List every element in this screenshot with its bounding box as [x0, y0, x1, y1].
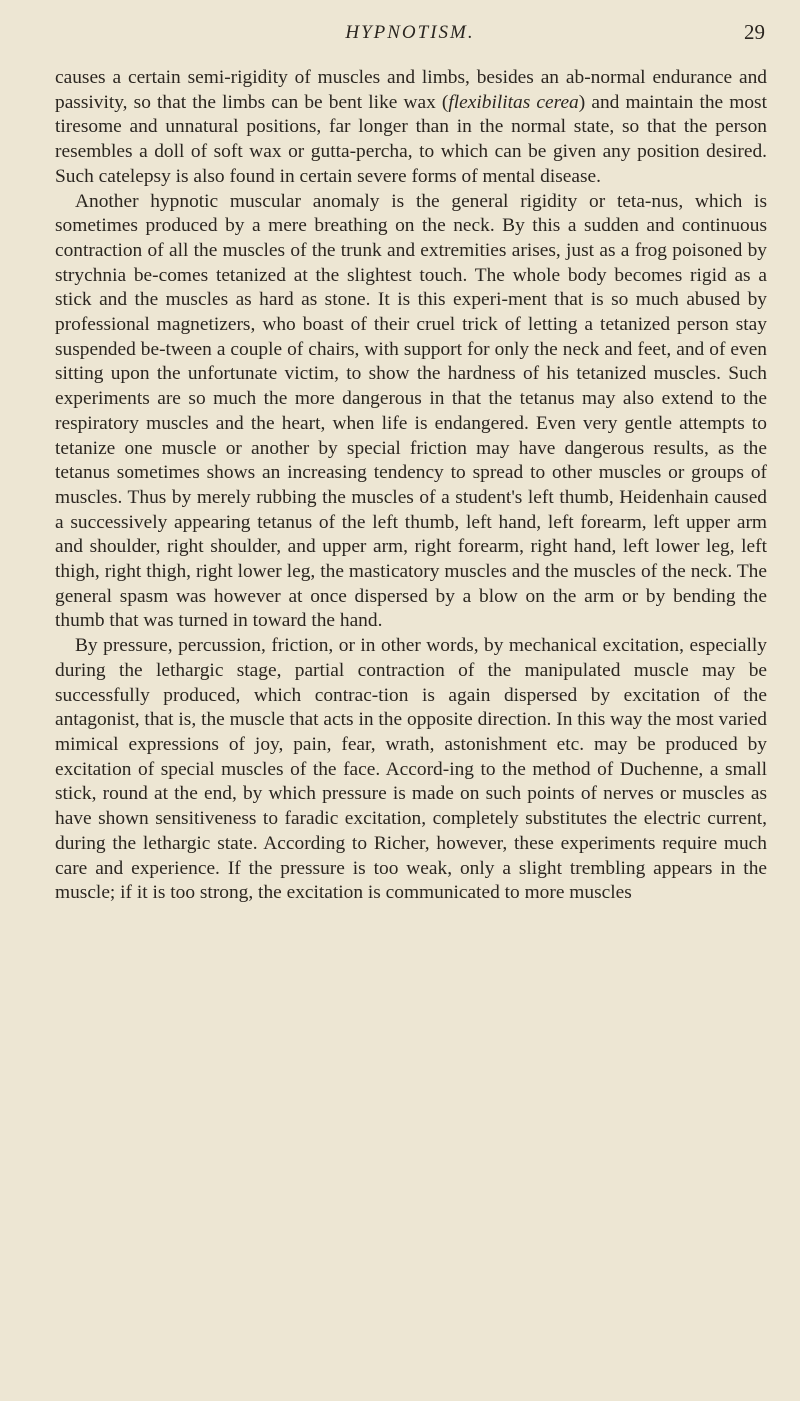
running-title: HYPNOTISM.: [345, 22, 475, 43]
paragraph-tetanus: [55, 190, 767, 635]
latin-term: flexibilitas cerea: [448, 91, 579, 113]
paragraph-text: By pressure, percussion, friction, or in other words, by mechanical excitation, especially during the lethargic stage, partial contraction of the manipulated muscle may be successfully produced, which contrac-tion is again dispersed by excitation of the antagonist, that is, the muscle that acts in the opposite direction. In this way the most varied mimical expressions of joy, pain, fear, wrath, astonishment etc. may be produced by excitation of special muscles of the face. Accord-ing to the method of Duchenne, a small stick, round at the end, by which pressure is made on such points of nerves or muscles as have shown sensitiveness to faradic excitation, completely substitutes the electric current, during the lethargic state. According to Richer, however, these experiments require much care and experience. If the pressure is too weak, only a slight trembling appears in the muscle; if it is too strong, the excitation is communicated to more muscles: [55, 635, 767, 904]
paragraph-mechanical-excitation: [55, 634, 767, 906]
body-text: [55, 66, 767, 906]
paragraph-text: ) and maintain the most tiresome and unnatural positions, far longer than in the normal state, so that the person resembles a doll of soft wax or gutta-percha, to which can be given any position desired. Such catelepsy is also found in certain severe forms of mental disease.: [55, 91, 767, 187]
paragraph-text: Another hypnotic muscular anomaly is the general rigidity or teta-nus, which is sometimes produced by a mere breathing on the neck. By this a sudden and continuous contraction of all the muscles of the trunk and extremities arises, just as a frog poisoned by strychnia be-comes tetanized at the slightest touch. The whole body becomes rigid as a stick and the muscles as hard as stone. It is this experi-ment that is so much abused by professional magnetizers, who boast of their cruel trick of letting a tetanized person stay suspended be-tween a couple of chairs, with support for only the neck and feet, and of even sitting upon the unfortunate victim, to show the hardness of his tetanized muscles. Such experiments are so much the more dangerous in that the tetanus may also extend to the respiratory muscles and the heart, when life is endangered. Even very gentle attempts to tetanize one muscle or another by special friction may have dangerous results, as the tetanus sometimes shows an increasing tendency to spread to other muscles or groups of muscles. Thus by merely rubbing the muscles of a student's left thumb, Heidenhain caused a successively appearing tetanus of the left thumb, left hand, left forearm, left upper arm and shoulder, right shoulder, and upper arm, right forearm, right hand, left lower leg, left thigh, right thigh, right lower leg, the masticatory muscles and the muscles of the neck. The general spasm was however at once dispersed by a blow on the arm or by bending the thumb that was turned in toward the hand.: [55, 190, 767, 632]
paragraph-catalepsy: [55, 66, 767, 190]
running-header: [55, 16, 765, 56]
page-number: 29: [744, 20, 765, 44]
paragraph-text: causes a certain semi-rigidity of muscles and limbs, besides an ab-normal endurance and passivity, so that the limbs can be bent like wax (: [55, 67, 767, 113]
